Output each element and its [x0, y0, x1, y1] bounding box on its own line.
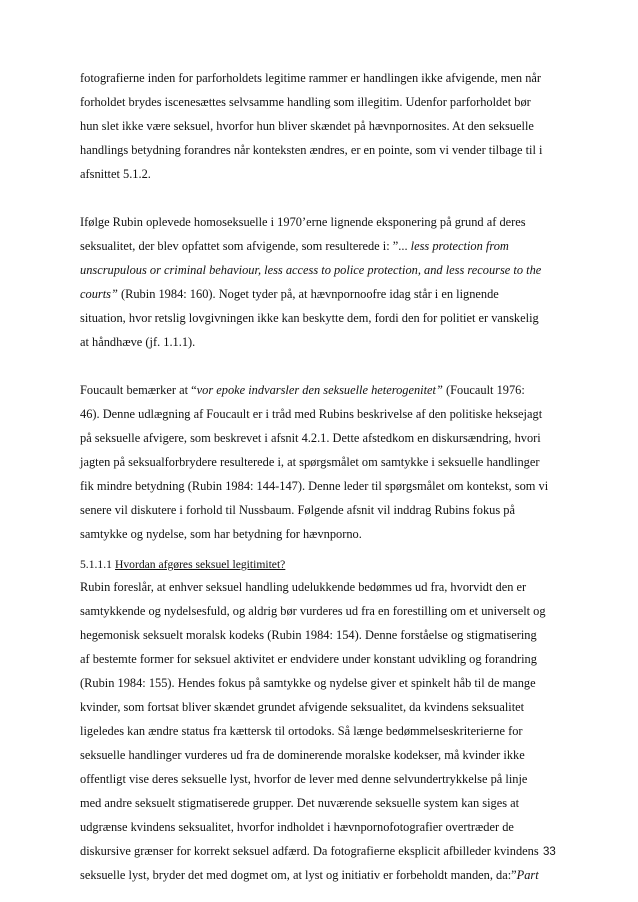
text-run: (Rubin 1984: 155). Hendes fokus på samtykke og nydelse giver et spinkelt håb til de mange [80, 676, 536, 690]
text-line [80, 623, 560, 647]
text-line [80, 402, 560, 426]
text-line [80, 863, 560, 887]
italic-text-run: Part [516, 868, 539, 882]
text-run: ligeledes kan ændre status fra kættersk til ortodoks. Så længe bedømmelseskriterierne for [80, 724, 523, 738]
text-run: Ifølge Rubin oplevede homoseksuelle i 1970’erne lignende eksponering på grund af deres [80, 215, 526, 229]
text-run: handlings betydning forandres når konteksten ændres, er en pointe, som vi vender tilbage til i [80, 143, 543, 157]
text-run: situation, hvor retslig lovgivningen ikke kan beskytte dem, fordi den for politiet er vanskelig [80, 311, 539, 325]
italic-text-run: courts” [80, 287, 118, 301]
text-run: udgrænse kvindens seksualitet, hvorfor indholdet i hævnpornofotografier overtræder de [80, 820, 514, 834]
text-run: forholdet brydes iscenesættes selvsamme handling som illegitim. Udenfor parforholdet bør [80, 95, 531, 109]
text-run: med andre seksuelt stigmatiserede grupper. Det nuværende seksuelle system kan siges at [80, 796, 520, 810]
text-line [80, 671, 560, 695]
text-run: (Foucault 1976: [442, 383, 525, 397]
body-paragraph [80, 66, 560, 186]
text-line [80, 90, 560, 114]
text-run: samtykke og nydelse, som har betydning for hævnporno. [80, 527, 362, 541]
section-heading [80, 558, 560, 572]
text-line [80, 575, 560, 599]
section-paragraph [80, 575, 560, 887]
document-page [80, 66, 560, 887]
text-line [80, 815, 560, 839]
text-run: offentligt vise deres seksuelle lyst, hvorfor de lever med denne selvundertrykkelse på linje [80, 772, 528, 786]
section-number: 5.1.1.1 [80, 558, 112, 571]
text-line [80, 306, 560, 330]
text-run: seksualitet, der blev opfattet som afvigende, som resulterede i: ”... [80, 239, 411, 253]
text-run: seksuelle lyst, bryder det med dogmet om, at lyst og initiativ er forbeholdt manden, da:” [80, 868, 517, 882]
text-line [80, 743, 560, 767]
text-line [80, 114, 560, 138]
text-line [80, 695, 560, 719]
page-number: 33 [543, 846, 556, 858]
text-line [80, 498, 560, 522]
text-run: at håndhæve (jf. 1.1.1). [80, 335, 196, 349]
text-run: på seksuelle afvigere, som beskrevet i afsnit 4.2.1. Dette afstedkom en diskursændring, hvori [80, 431, 541, 445]
text-line [80, 599, 560, 623]
body-paragraph [80, 378, 560, 546]
text-run: senere vil diskutere i forhold til Nussbaum. Følgende afsnit vil inddrag Rubins fokus på [80, 503, 515, 517]
italic-text-run: less protection from [410, 239, 509, 253]
body-paragraph [80, 210, 560, 354]
text-run: samtykkende og nydelsesfuld, og aldrig bør vurderes ud fra en forestilling om et universelt og [80, 604, 546, 618]
italic-text-run: vor epoke indvarsler den seksuelle heterogenitet” [196, 383, 443, 397]
text-line [80, 426, 560, 450]
text-line [80, 791, 560, 815]
text-line [80, 210, 560, 234]
text-run: seksuelle handlinger vurderes ud fra de dominerende moralske kodekser, må kvinder ikke [80, 748, 525, 762]
text-line [80, 378, 560, 402]
text-run: kvinder, som fortsat bliver skændet grundet afvigende seksualitet, da kvindens seksualitet [80, 700, 525, 714]
text-line [80, 66, 560, 90]
text-line [80, 330, 560, 354]
text-run: Rubin foreslår, at enhver seksuel handling udelukkende bedømmes ud fra, hvorvidt den er [80, 580, 527, 594]
text-run: diskursive grænser for korrekt seksuel adfærd. Da fotografierne eksplicit afbilleder kvindens [80, 844, 539, 858]
text-line [80, 138, 560, 162]
text-run: hun slet ikke være seksuel, hvorfor hun bliver skændet på hævnpornosites. At den seksuelle [80, 119, 534, 133]
text-line [80, 719, 560, 743]
text-run: hegemonisk seksuelt moralsk kodeks (Rubin 1984: 154). Denne forståelse og stigmatisering [80, 628, 537, 642]
text-line [80, 767, 560, 791]
text-line [80, 522, 560, 546]
italic-text-run: unscrupulous or criminal behaviour, less access to police protection, and less recourse to the [80, 263, 542, 277]
text-line [80, 162, 560, 186]
text-run: 46). Denne udlægning af Foucault er i tråd med Rubins beskrivelse af den politiske heksejagt [80, 407, 543, 421]
text-line [80, 647, 560, 671]
text-line [80, 474, 560, 498]
text-line [80, 839, 560, 863]
text-line [80, 450, 560, 474]
text-run: jagten på seksualforbrydere resulterede i, at spørgsmålet om samtykke i seksuelle handlinger [80, 455, 540, 469]
text-run: fotografierne inden for parforholdets legitime rammer er handlingen ikke afvigende, men når [80, 71, 542, 85]
text-line [80, 282, 560, 306]
paragraph-3 [80, 378, 560, 546]
body-paragraph [80, 575, 560, 887]
text-run: (Rubin 1984: 160). Noget tyder på, at hævnpornoofre idag står i en lignende [117, 287, 499, 301]
text-run: Foucault bemærker at “ [80, 383, 197, 397]
paragraph-2 [80, 210, 560, 354]
text-line [80, 234, 560, 258]
text-run: fik mindre betydning (Rubin 1984: 144-147). Denne leder til spørgsmålet om kontekst, som vi [80, 479, 549, 493]
text-run: afsnittet 5.1.2. [80, 167, 151, 181]
paragraph-1 [80, 66, 560, 186]
text-line [80, 258, 560, 282]
text-run: af bestemte former for seksuel aktivitet er endvidere under konstant udvikling og forandring [80, 652, 537, 666]
section-title: Hvordan afgøres seksuel legitimitet? [115, 558, 286, 571]
